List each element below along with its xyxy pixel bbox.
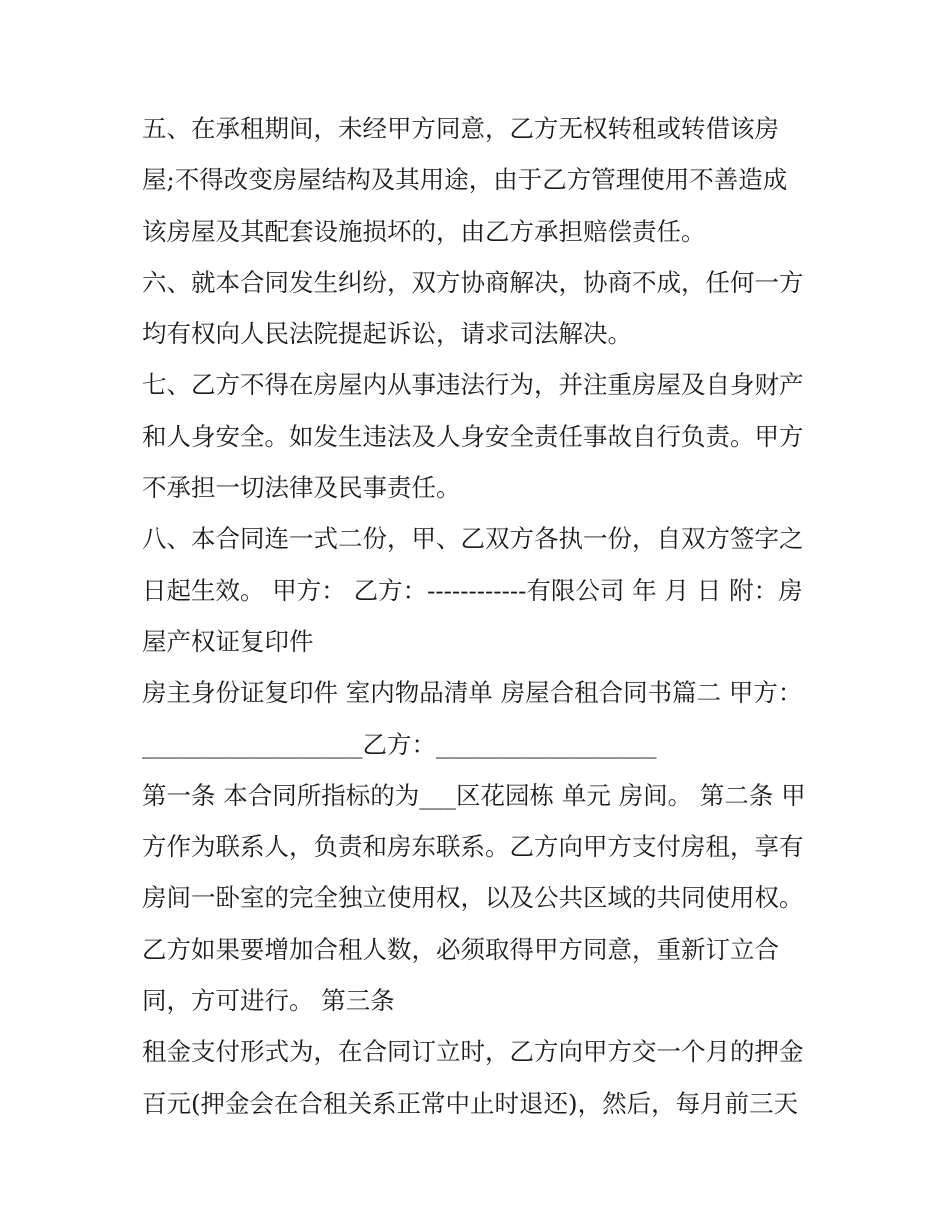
text-line: 方作为联系人，负责和房东联系。乙方向甲方支付房租，享有 [142,832,804,862]
text-line: 不承担一切法律及民事责任。 [142,473,461,503]
text-line: 租金支付形式为，在合同订立时，乙方向甲方交一个月的押金 [142,1037,804,1067]
text-line: 该房屋及其配套设施损坏的，由乙方承担赔偿责任。 [142,216,706,246]
text-line: 和人身安全。如发生违法及人身安全责任事故自行负责。甲方 [142,421,804,451]
text-line: 房间一卧室的完全独立使用权，以及公共区域的共同使用权。 [142,883,804,913]
text-line: 均有权向人民法院提起诉讼，请求司法解决。 [142,319,632,349]
text-line: 七、乙方不得在房屋内从事违法行为，并注重房屋及自身财产 [142,370,804,400]
text-line: 屋;不得改变房屋结构及其用途，由于乙方管理使用不善造成 [142,165,788,195]
text-line: 八、本合同连一式二份，甲、乙双方各执一份，自双方签字之 [142,524,804,554]
text-line: 乙方如果要增加合租人数，必须取得甲方同意，重新订立合 [142,934,779,964]
contract-body-text [142,103,822,1129]
text-line: 百元(押金会在合租关系正常中止时退还)，然后，每月前三天 [142,1088,799,1118]
text-line: 六、就本合同发生纠纷，双方协商解决，协商不成，任何一方 [142,267,804,297]
text-line: 同，方可进行。 第三条 [142,986,395,1016]
text-line: 第一条 本合同所指标的为___区花园栋 单元 房间。 第二条 甲 [142,780,806,810]
text-line: 房主身份证复印件 室内物品清单 房屋合租合同书篇二 甲方： [142,678,803,708]
text-line: __________________乙方：__________________ [142,729,657,759]
text-line: 五、在承租期间，未经甲方同意，乙方无权转租或转借该房 [142,114,779,143]
text-line: 日起生效。 甲方： 乙方：------------有限公司 年 月 日 附：房 [142,575,803,605]
text-line: 屋产权证复印件 [142,626,314,656]
